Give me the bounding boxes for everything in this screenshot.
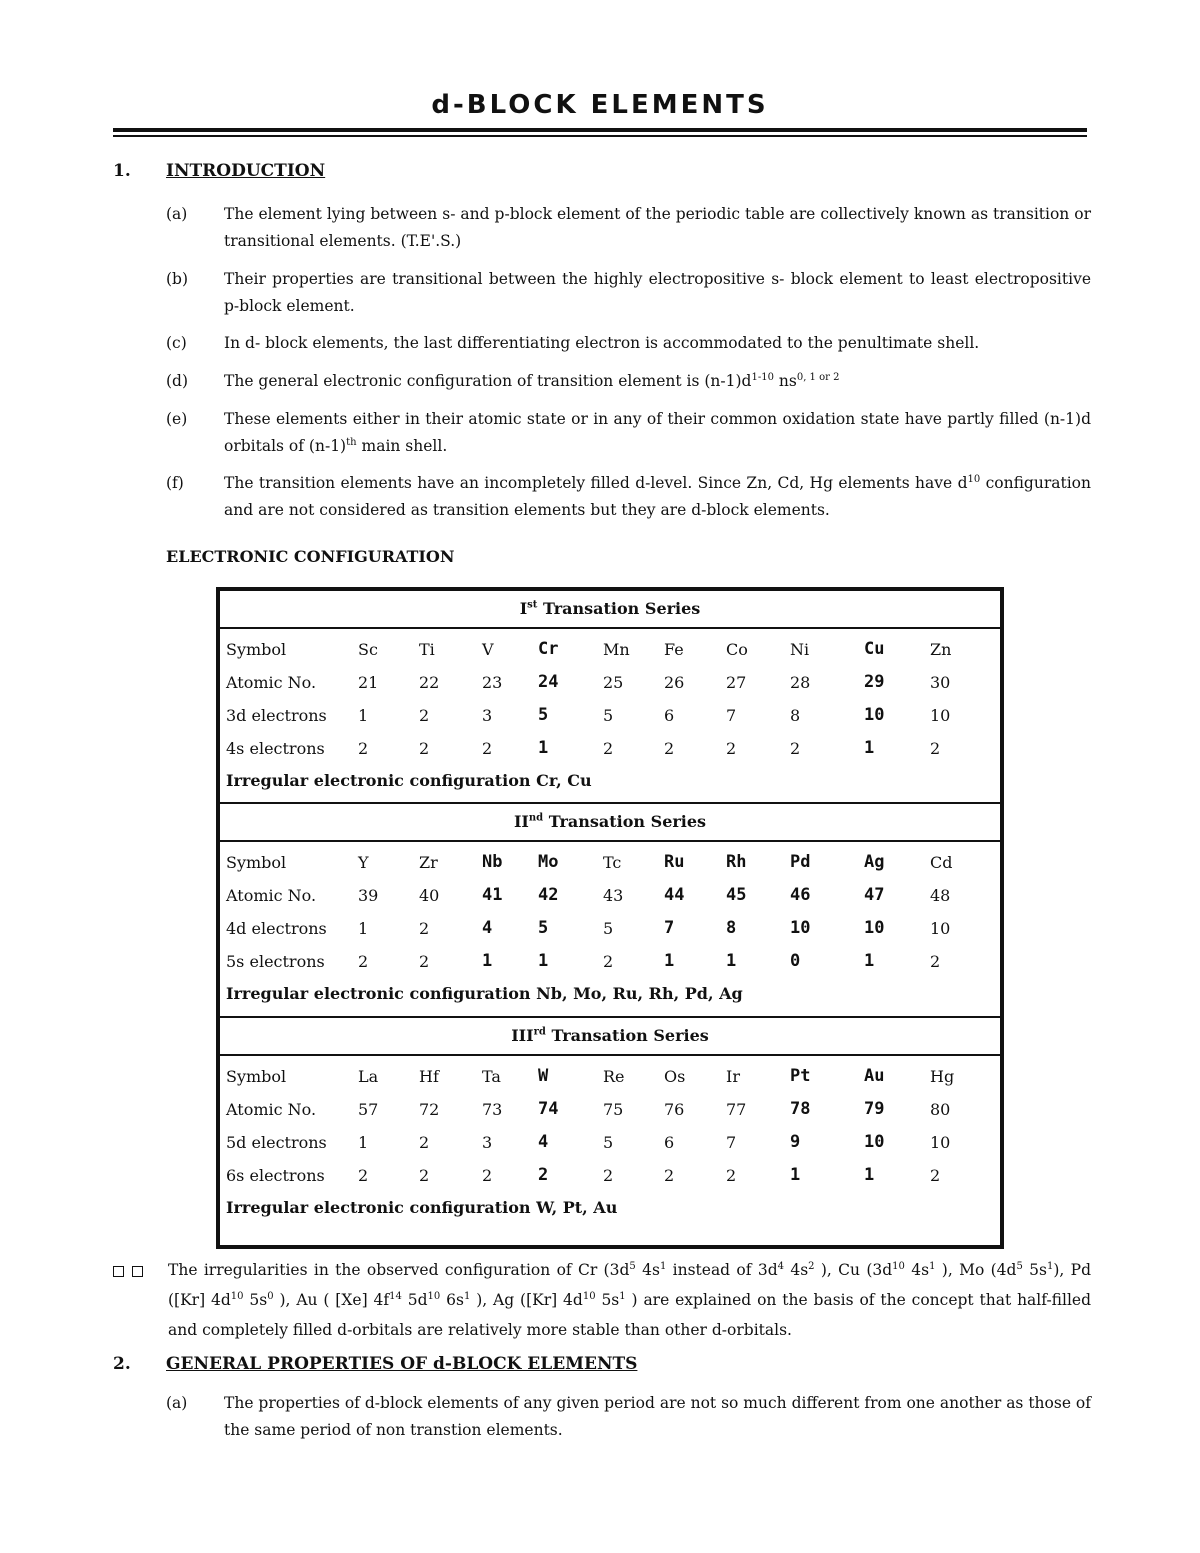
table-cell: 24: [538, 672, 559, 692]
table-cell: Os: [664, 1067, 686, 1086]
series-title: IInd Transation Series: [220, 804, 1000, 842]
table-cell: 21: [358, 673, 379, 692]
table-cell: Hf: [419, 1067, 439, 1086]
table-cell: 8: [726, 918, 737, 938]
table-cell: 45: [726, 885, 747, 905]
table-cell: 2: [664, 739, 675, 758]
section-1-number: 1.: [113, 161, 131, 181]
series-row: [220, 945, 1000, 978]
section-2-number: 2.: [113, 1354, 131, 1374]
row-label: Atomic No.: [226, 886, 317, 905]
row-label: Symbol: [226, 1067, 287, 1086]
table-cell: 2: [482, 739, 493, 758]
table-cell: 1: [726, 951, 737, 971]
table-cell: 9: [790, 1132, 801, 1152]
table-cell: 10: [930, 1133, 951, 1152]
table-cell: 8: [790, 706, 801, 725]
electronic-configuration-heading: ELECTRONIC CONFIGURATION: [166, 547, 455, 566]
table-cell: 2: [790, 739, 801, 758]
table-cell: 4: [538, 1132, 549, 1152]
bullet-square-icon: [113, 1266, 124, 1277]
table-cell: 10: [930, 919, 951, 938]
row-label: 4s electrons: [226, 739, 325, 758]
table-cell: 2: [726, 739, 737, 758]
table-cell: 1: [538, 738, 549, 758]
series-separator: [220, 1016, 1000, 1018]
table-cell: 10: [864, 705, 885, 725]
table-cell: 6: [664, 1133, 675, 1152]
item-label: (e): [166, 410, 188, 428]
table-cell: Cd: [930, 853, 953, 872]
table-cell: 2: [419, 1133, 430, 1152]
row-label: Atomic No.: [226, 673, 317, 692]
intro-item-f: [166, 470, 1091, 524]
table-cell: 75: [603, 1100, 624, 1119]
table-cell: Ir: [726, 1067, 740, 1086]
table-cell: 73: [482, 1100, 503, 1119]
row-label: 4d electrons: [226, 919, 327, 938]
table-cell: 1: [358, 1133, 369, 1152]
table-cell: La: [358, 1067, 379, 1086]
series-separator: [220, 802, 1000, 804]
table-cell: W: [538, 1066, 549, 1086]
series-row: [220, 1159, 1000, 1192]
table-cell: 2: [664, 1166, 675, 1185]
table-cell: 46: [790, 885, 811, 905]
table-cell: 39: [358, 886, 379, 905]
intro-item-a: [166, 201, 1091, 255]
table-cell: 1: [358, 919, 369, 938]
series-2: [220, 804, 1000, 1003]
table-cell: 0: [790, 951, 801, 971]
intro-item-b: [166, 266, 1091, 320]
irregular-configuration-note: Irregular electronic configuration Nb, Mo, Ru, Rh, Pd, Ag: [226, 984, 743, 1003]
row-label: Symbol: [226, 640, 287, 659]
table-cell: Zr: [419, 853, 438, 872]
table-cell: Cr: [538, 639, 559, 659]
table-cell: Mo: [538, 852, 559, 872]
table-cell: 79: [864, 1099, 885, 1119]
table-cell: 22: [419, 673, 440, 692]
item-label: (f): [166, 474, 184, 492]
table-cell: 10: [864, 918, 885, 938]
table-cell: 29: [864, 672, 885, 692]
table-cell: Ta: [482, 1067, 501, 1086]
table-cell: 41: [482, 885, 503, 905]
table-cell: 2: [358, 739, 369, 758]
table-cell: 10: [864, 1132, 885, 1152]
table-cell: 1: [664, 951, 675, 971]
table-cell: Pt: [790, 1066, 811, 1086]
table-cell: 2: [930, 739, 941, 758]
table-cell: 57: [358, 1100, 379, 1119]
table-cell: 23: [482, 673, 503, 692]
table-cell: 6: [664, 706, 675, 725]
table-cell: Cu: [864, 639, 885, 659]
table-cell: V: [482, 640, 494, 659]
note-text: The irregularities in the observed configuration of Cr ($3d^5$ $4s^1$ instead of $3d^4$ $4s^2$ ), Cu ($3d^{10}$ $4s^1$ ), Mo ($4d^5$ $5s^1$), Pd ([Kr] $4d^{10}$ $5s^0$ ), Au ( [Xe] $4f^{14}$ $5d^{10}$ $6s^1$ ), Ag ([Kr] $4d^{10}$ $5s^1$ ) are explained on the basis of the concept that half-filled and completely filled d-orbitals are relatively more stable than other d-orbitals.: [168, 1260, 1092, 1339]
table-cell: Nb: [482, 852, 503, 872]
table-cell: Rh: [726, 852, 747, 872]
item-text: The properties of d-block elements of any given period are not so much different from one another as those of the same period of non transtion elements.: [224, 1394, 1091, 1439]
table-cell: 40: [419, 886, 440, 905]
table-cell: Ni: [790, 640, 810, 659]
table-cell: Au: [864, 1066, 885, 1086]
table-cell: 2: [603, 1166, 614, 1185]
table-cell: 2: [358, 952, 369, 971]
row-label: 6s electrons: [226, 1166, 325, 1185]
intro-item-e: [166, 406, 1091, 460]
table-cell: Fe: [664, 640, 684, 659]
irregularity-note: [113, 1255, 1091, 1345]
table-cell: 77: [726, 1100, 747, 1119]
table-cell: 2: [419, 706, 430, 725]
table-cell: Ru: [664, 852, 685, 872]
page-title: d-BLOCK ELEMENTS: [431, 90, 769, 120]
series-row: [220, 1093, 1000, 1126]
item-label: (b): [166, 270, 189, 288]
item-label: (a): [166, 1394, 188, 1412]
series-1: [220, 591, 1000, 790]
item-text: In d- block elements, the last differentiating electron is accommodated to the penultimate shell.: [224, 334, 980, 352]
table-cell: 48: [930, 886, 951, 905]
table-cell: Pd: [790, 852, 811, 872]
table-cell: 80: [930, 1100, 951, 1119]
table-cell: 5: [603, 919, 614, 938]
table-cell: Mn: [603, 640, 630, 659]
item-text: The general electronic configuration of transition element is $(n-1)d^{1-10}$ $ns^{0, 1 or 2}$: [224, 371, 840, 390]
section-2-title: GENERAL PROPERTIES OF d-BLOCK ELEMENTS: [166, 1354, 638, 1374]
table-cell: 25: [603, 673, 624, 692]
series-row: [220, 666, 1000, 699]
series-3: [220, 1018, 1000, 1217]
table-cell: 2: [482, 1166, 493, 1185]
table-cell: 2: [930, 1166, 941, 1185]
table-cell: Ag: [864, 852, 885, 872]
table-cell: Re: [603, 1067, 625, 1086]
row-label: 5d electrons: [226, 1133, 327, 1152]
series-title: IIIrd Transation Series: [220, 1018, 1000, 1056]
table-cell: 1: [358, 706, 369, 725]
table-cell: 2: [726, 1166, 737, 1185]
item-text: The element lying between s- and p-block element of the periodic table are collectively known as transition or transitional elements. (T.E'.S.): [224, 205, 1091, 250]
item-label: (a): [166, 205, 188, 223]
table-cell: 2: [603, 952, 614, 971]
item-label: (c): [166, 334, 187, 352]
table-cell: 5: [603, 1133, 614, 1152]
series-row: [220, 1060, 1000, 1093]
properties-item-a: [166, 1390, 1091, 1444]
table-cell: Zn: [930, 640, 952, 659]
table-cell: 5: [538, 705, 549, 725]
table-cell: 2: [603, 739, 614, 758]
table-cell: Sc: [358, 640, 378, 659]
table-cell: 7: [664, 918, 675, 938]
series-row: [220, 699, 1000, 732]
table-cell: 2: [419, 739, 430, 758]
table-cell: 2: [930, 952, 941, 971]
table-cell: 5: [538, 918, 549, 938]
table-cell: 1: [482, 951, 493, 971]
row-label: Symbol: [226, 853, 287, 872]
table-cell: 1: [538, 951, 549, 971]
configuration-table: [216, 587, 1004, 1249]
item-text: These elements either in their atomic state or in any of their common oxidation state have partly filled (n-1)d orbitals of $(n-1)^{th}$ main shell.: [224, 410, 1091, 455]
intro-item-d: [166, 368, 1091, 395]
table-cell: 28: [790, 673, 811, 692]
irregular-configuration-note: Irregular electronic configuration W, Pt, Au: [226, 1198, 618, 1217]
item-text: Their properties are transitional between the highly electropositive s- block element to least electropositive p-block element.: [224, 270, 1091, 315]
table-cell: 10: [930, 706, 951, 725]
intro-item-c: [166, 330, 1091, 357]
irregular-configuration-note: Irregular electronic configuration Cr, Cu: [226, 771, 592, 790]
bullet-square-icon: [132, 1266, 143, 1277]
table-cell: Hg: [930, 1067, 955, 1086]
table-cell: 27: [726, 673, 747, 692]
row-label: 3d electrons: [226, 706, 327, 725]
item-text: The transition elements have an incompletely filled d-level. Since Zn, Cd, Hg elements have $d^{10}$ configuration and are not considered as transition elements but they are d-block elements.: [224, 473, 1091, 519]
series-row: [220, 1126, 1000, 1159]
table-cell: 3: [482, 1133, 493, 1152]
table-cell: Y: [358, 853, 369, 872]
table-cell: 10: [790, 918, 811, 938]
series-row: [220, 879, 1000, 912]
row-label: Atomic No.: [226, 1100, 317, 1119]
table-cell: Ti: [419, 640, 435, 659]
table-cell: 44: [664, 885, 685, 905]
table-cell: Co: [726, 640, 748, 659]
title-rule-thick: [113, 128, 1087, 132]
table-cell: 1: [864, 951, 875, 971]
title-rule-thin: [113, 135, 1087, 137]
table-cell: 2: [419, 952, 430, 971]
table-cell: 2: [358, 1166, 369, 1185]
series-row: [220, 846, 1000, 879]
table-cell: 2: [419, 919, 430, 938]
table-cell: 2: [538, 1165, 549, 1185]
table-cell: 7: [726, 1133, 737, 1152]
table-cell: 1: [790, 1165, 801, 1185]
series-row: [220, 912, 1000, 945]
row-label: 5s electrons: [226, 952, 325, 971]
item-label: (d): [166, 372, 189, 390]
table-cell: 1: [864, 1165, 875, 1185]
table-cell: 2: [419, 1166, 430, 1185]
table-cell: 43: [603, 886, 624, 905]
table-cell: 30: [930, 673, 951, 692]
table-cell: 3: [482, 706, 493, 725]
table-cell: 26: [664, 673, 685, 692]
table-cell: 4: [482, 918, 493, 938]
note-bullets: [113, 1255, 151, 1285]
table-cell: Tc: [603, 853, 622, 872]
table-cell: 1: [864, 738, 875, 758]
table-cell: 76: [664, 1100, 685, 1119]
table-cell: 74: [538, 1099, 559, 1119]
table-cell: 42: [538, 885, 559, 905]
table-cell: 5: [603, 706, 614, 725]
series-title: Ist Transation Series: [220, 591, 1000, 629]
table-cell: 7: [726, 706, 737, 725]
section-1-title: INTRODUCTION: [166, 161, 326, 181]
table-cell: 78: [790, 1099, 811, 1119]
series-row: [220, 633, 1000, 666]
series-row: [220, 732, 1000, 765]
table-cell: 47: [864, 885, 885, 905]
table-cell: 72: [419, 1100, 440, 1119]
